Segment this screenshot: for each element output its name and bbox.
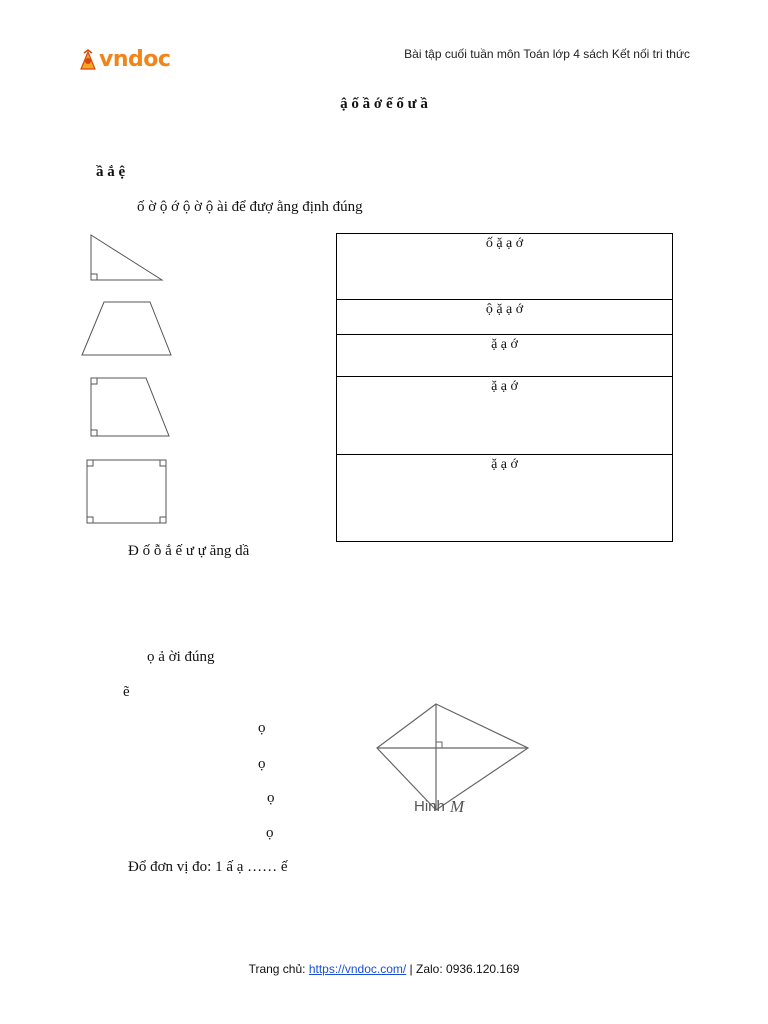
trapezoid-shape	[82, 302, 171, 355]
footer-suffix: | Zalo: 0936.120.169	[406, 962, 520, 976]
table-row: ặ ạ ớ	[337, 335, 673, 377]
right-triangle-shape	[91, 235, 162, 280]
statement-table	[336, 233, 673, 542]
rectangle-shape	[87, 460, 166, 523]
logo-text: vndoc	[99, 47, 171, 72]
option-a[interactable]: ọ	[258, 720, 266, 736]
table-row: ố ặ ạ ớ	[337, 234, 673, 300]
vndoc-logo[interactable]	[78, 47, 170, 72]
table-row: ộ ặ ạ ớ	[337, 300, 673, 335]
question-3: ọ ả ời đúng	[147, 649, 215, 665]
mascot-icon	[78, 49, 98, 71]
page-title: ậ ố ầ ớ ế ố ư ầ	[340, 96, 428, 112]
table-row: ặ ạ ớ	[337, 377, 673, 455]
figure-letter: M	[450, 797, 465, 816]
section-heading: ầ ắ ệ	[96, 164, 126, 180]
question-2: Đ ố ỗ ắ ế ư ự ăng dầ	[128, 543, 250, 559]
table-row: ặ ạ ớ	[337, 455, 673, 542]
footer-prefix: Trang chủ:	[248, 962, 309, 976]
footer-link[interactable]: https://vndoc.com/	[308, 962, 407, 976]
shapes-column	[80, 230, 175, 530]
figure-note: ẽ	[123, 684, 130, 700]
rhombus-shape	[377, 704, 528, 810]
question-1: ố ờ ộ ớ ộ ờ ộ ài để đượ ằng định đúng	[137, 199, 363, 215]
option-b[interactable]: ọ	[258, 756, 266, 772]
figure-label: Hinh	[414, 798, 445, 815]
header-subtitle: Bài tập cuối tuần môn Toán lớp 4 sách Kết nối tri thức	[404, 47, 690, 61]
option-c[interactable]: ọ	[267, 790, 275, 806]
right-trapezoid-shape	[91, 378, 169, 436]
footer	[0, 962, 768, 976]
option-d[interactable]: ọ	[266, 825, 274, 841]
figure-m	[370, 690, 540, 825]
question-4: Đổ đơn vị đo: 1 ấ ạ …… ế	[128, 859, 288, 875]
